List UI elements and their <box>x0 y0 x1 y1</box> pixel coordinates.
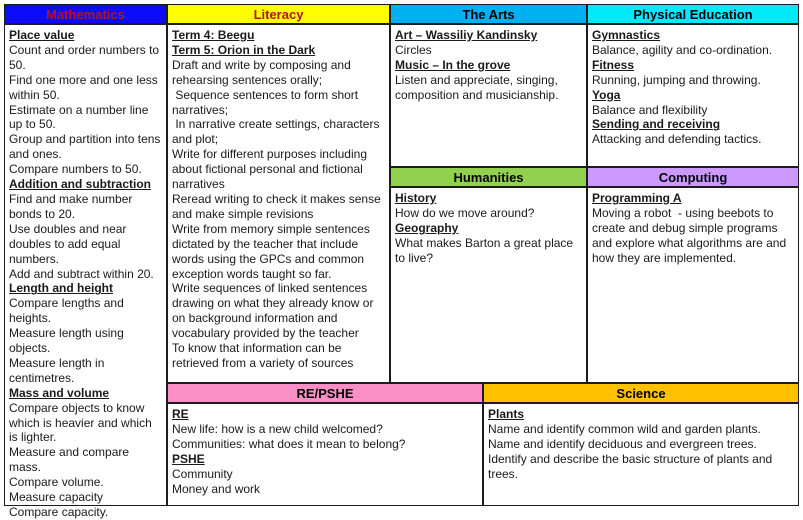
content-text: Write for different purposes including about fictional personal and fictional narratives <box>172 147 371 192</box>
content-text: Compare objects to know which is heavier and which is lighter. <box>9 400 156 445</box>
content-text: Measure length using objects. <box>9 326 128 356</box>
content-text: New life: how is a new child welcomed? <box>172 421 383 436</box>
content-text: Compare volume. <box>9 475 104 490</box>
content-text: Reread writing to check it makes sense and make simple revisions <box>172 191 385 221</box>
content-heading: Gymnastics <box>592 28 661 42</box>
content-heading: Plants <box>488 407 525 421</box>
content-heading: Geography <box>395 220 459 235</box>
content-text: Estimate on a number line up to 50. <box>9 102 152 132</box>
content-text: Measure capacity <box>9 490 104 505</box>
humanities-header: Humanities <box>390 167 587 187</box>
content-text: Sequence sentences to form short narratives; <box>172 87 362 117</box>
content-text: Community <box>172 466 233 481</box>
content-text: How do we move around? <box>395 205 535 220</box>
content-text: Moving a robot - using beebots to create and debug simple programs and explore what algorithms are and how they are implemented. <box>592 205 790 265</box>
content-text: Circles <box>395 42 432 57</box>
computing-content <box>587 187 799 383</box>
literacy-header: Literacy <box>167 4 390 24</box>
content-text: Write from memory simple sentences dictated by the teacher that include words using the GPCs and common exception words taught so far. <box>172 221 374 281</box>
content-heading: Sending and receiving <box>592 117 721 132</box>
science-content <box>483 403 799 506</box>
the-arts-content <box>390 24 587 167</box>
content-text: Name and identify common wild and garden plants. <box>488 421 761 436</box>
re-pshe-content <box>167 403 483 506</box>
re-pshe-header: RE/PSHE <box>167 383 483 403</box>
content-text: Balance, agility and co-ordination. <box>592 42 773 57</box>
content-heading: Mass and volume <box>9 385 110 400</box>
mathematics-content <box>4 24 167 519</box>
content-heading: Place value <box>9 28 75 42</box>
content-heading: History <box>395 191 437 205</box>
content-heading: Length and height <box>9 281 113 296</box>
content-text: Name and identify deciduous and evergreen trees. <box>488 436 757 451</box>
mathematics-header: Mathematics <box>4 4 167 24</box>
content-heading: Yoga <box>592 87 621 102</box>
content-text: Add and subtract within 20. <box>9 266 154 281</box>
physical-education-content <box>587 24 799 167</box>
content-text: Measure length in centimetres. <box>9 355 108 385</box>
content-text: Find one more and one less within 50. <box>9 72 162 102</box>
content-heading: Addition and subtraction <box>9 177 151 192</box>
content-text: Communities: what does it mean to belong? <box>172 436 406 451</box>
content-text: Compare capacity. <box>9 505 109 519</box>
computing-header: Computing <box>587 167 799 187</box>
content-text: Draft and write by composing and rehearsing sentences orally; <box>172 57 355 87</box>
humanities-content <box>390 187 587 383</box>
content-text: Money and work <box>172 481 261 496</box>
content-text: Count and order numbers to 50. <box>9 42 163 72</box>
content-text: Compare lengths and heights. <box>9 296 128 326</box>
content-heading: Art – Wassiliy Kandinsky <box>395 28 538 42</box>
content-heading: RE <box>172 407 189 421</box>
content-heading: Term 4: Beegu <box>172 28 255 42</box>
content-text: To know that information can be retrieved from a variety of sources <box>172 341 354 370</box>
literacy-content <box>167 24 390 383</box>
content-heading: Programming A <box>592 191 682 205</box>
content-text: Balance and flexibility <box>592 102 708 117</box>
content-heading: Music – In the grove <box>395 57 511 72</box>
content-text: Measure and compare mass. <box>9 445 133 475</box>
content-text: In narrative create settings, characters and plot; <box>172 117 383 147</box>
content-text: Group and partition into tens and ones. <box>9 132 164 162</box>
physical-education-header: Physical Education <box>587 4 799 24</box>
content-heading: Term 5: Orion in the Dark <box>172 42 316 57</box>
content-text: Find and make number bonds to 20. <box>9 191 136 221</box>
science-header: Science <box>483 383 799 403</box>
content-text: What makes Barton a great place to live? <box>395 235 577 265</box>
content-heading: Fitness <box>592 57 635 72</box>
content-text: Write sequences of linked sentences drawing on what they already know or on background information and vocabulary provided by the teacher <box>172 281 377 341</box>
the-arts-header: The Arts <box>390 4 587 24</box>
content-text: Use doubles and near doubles to add equal numbers. <box>9 221 130 266</box>
content-text: Attacking and defending tactics. <box>592 132 762 147</box>
content-text: Identify and describe the basic structure of plants and trees. <box>488 451 776 481</box>
content-text: Running, jumping and throwing. <box>592 72 761 87</box>
content-text: Compare numbers to 50. <box>9 162 142 177</box>
content-heading: PSHE <box>172 451 205 466</box>
content-text: Listen and appreciate, singing, composition and musicianship. <box>395 72 562 102</box>
